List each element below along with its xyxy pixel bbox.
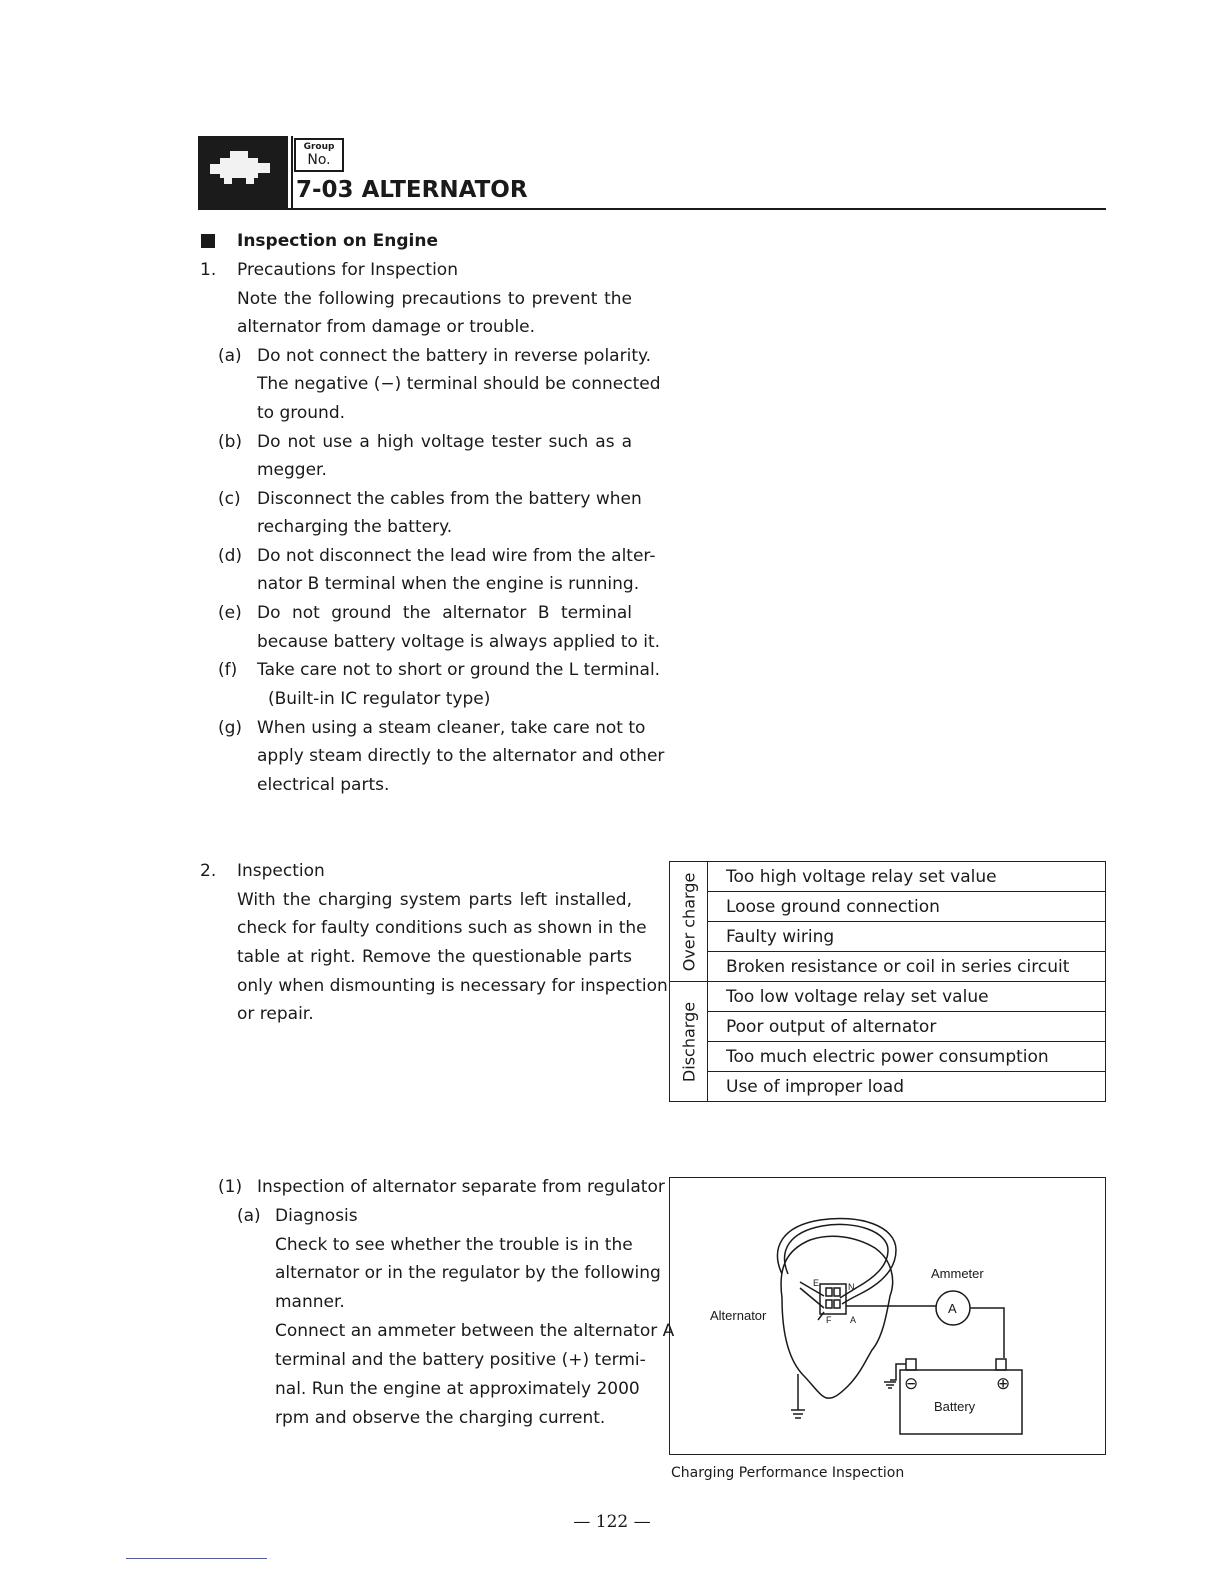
group-cell: [670, 862, 708, 982]
cause-cell: Too low voltage relay set value: [708, 982, 1106, 1012]
ammeter-label: Ammeter: [931, 1266, 984, 1281]
precaution-text: to ground.: [257, 403, 346, 423]
table-row: [670, 982, 1106, 1012]
table-row: [670, 952, 1106, 982]
sub1-text: terminal and the battery positive (+) termi-: [275, 1350, 646, 1370]
cause-table: [669, 861, 1106, 1102]
precaution-label: (f): [218, 660, 238, 680]
alternator-outline: [781, 1236, 893, 1398]
cause-cell: Use of improper load: [708, 1072, 1106, 1102]
sub1-text: Check to see whether the trouble is in the: [275, 1235, 633, 1255]
item2-text: check for faulty conditions such as shown in the: [237, 918, 647, 938]
square-bullet-icon: [201, 234, 215, 248]
group-label: Group: [303, 142, 335, 152]
terminal-a-label: A: [850, 1315, 857, 1325]
precaution-text: (Built-in IC regulator type): [268, 689, 491, 709]
wire-ammeter-to-battery: [970, 1308, 1004, 1358]
table-row: [670, 862, 1106, 892]
battery-minus-icon: ⊖: [904, 1374, 919, 1393]
item2-number: 2.: [200, 861, 217, 881]
charging-circuit-diagram: [670, 1178, 1107, 1456]
group-number-box: [294, 138, 344, 172]
group-cell: [670, 982, 708, 1102]
precaution-text: megger.: [257, 460, 327, 480]
sub1-text: Connect an ammeter between the alternator A: [275, 1321, 675, 1341]
footer-rule: [126, 1558, 267, 1559]
precaution-text: The negative (−) terminal should be connected: [257, 374, 661, 394]
item1-intro: alternator from damage or trouble.: [237, 317, 536, 337]
precaution-text: nator B terminal when the engine is running.: [257, 574, 640, 594]
item2-text: table at right. Remove the questionable parts: [237, 947, 632, 967]
terminal-block: [820, 1284, 846, 1314]
precaution-text: Disconnect the cables from the battery when: [257, 489, 642, 509]
sub1-text: manner.: [275, 1292, 345, 1312]
precaution-text: Take care not to short or ground the L terminal.: [257, 660, 661, 680]
header-rule: [198, 208, 1106, 210]
precaution-text: because battery voltage is always applied to it.: [257, 632, 661, 652]
no-label: No.: [307, 152, 331, 168]
group-label-discharge: Discharge: [679, 1001, 698, 1082]
battery-plus-icon: ⊕: [996, 1374, 1011, 1393]
table-row: [670, 922, 1106, 952]
precaution-label: (e): [218, 603, 242, 623]
page-number: — 122 —: [573, 1512, 651, 1532]
item1-intro: Note the following precautions to prevent the: [237, 289, 632, 309]
sub1-title: Inspection of alternator separate from regulator: [257, 1177, 665, 1197]
precaution-text: apply steam directly to the alternator and other: [257, 746, 665, 766]
sub1-a-label: (a): [237, 1206, 261, 1226]
precaution-text: Do not ground the alternator B terminal: [257, 603, 632, 623]
item2-text: only when dismounting is necessary for inspection: [237, 976, 668, 996]
precaution-text: recharging the battery.: [257, 517, 453, 537]
terminal-f-label: F: [826, 1315, 832, 1325]
figure-frame: [669, 1177, 1106, 1455]
precaution-text: Do not connect the battery in reverse polarity.: [257, 346, 652, 366]
precaution-label: (a): [218, 346, 242, 366]
lead-wire-loop: [778, 1218, 896, 1304]
figure-caption: Charging Performance Inspection: [671, 1465, 905, 1481]
item2-text: or repair.: [237, 1004, 314, 1024]
terminal-e-label: E: [813, 1278, 820, 1288]
precaution-text: electrical parts.: [257, 775, 390, 795]
cause-cell: Loose ground connection: [708, 892, 1106, 922]
item2-title: Inspection: [237, 861, 325, 881]
page-title: 7-03 ALTERNATOR: [296, 177, 528, 203]
table-row: [670, 892, 1106, 922]
ammeter-symbol: A: [948, 1301, 957, 1316]
precaution-label: (b): [218, 432, 243, 452]
precaution-text: When using a steam cleaner, take care not to: [257, 718, 646, 738]
table-row: [670, 1012, 1106, 1042]
terminal-n-label: N: [848, 1282, 855, 1292]
alternator-label: Alternator: [710, 1308, 767, 1323]
battery-label: Battery: [934, 1399, 976, 1414]
item1-title: Precautions for Inspection: [237, 260, 458, 280]
sub1-a-title: Diagnosis: [275, 1206, 358, 1226]
sub1-text: alternator or in the regulator by the following: [275, 1263, 661, 1283]
precaution-text: Do not use a high voltage tester such as a: [257, 432, 632, 452]
cause-cell: Faulty wiring: [708, 922, 1106, 952]
item1-number: 1.: [200, 260, 217, 280]
precaution-text: Do not disconnect the lead wire from the alter-: [257, 546, 656, 566]
sub1-text: rpm and observe the charging current.: [275, 1408, 606, 1428]
precaution-label: (d): [218, 546, 243, 566]
item2-text: With the charging system parts left installed,: [237, 890, 632, 910]
section-heading: Inspection on Engine: [237, 231, 439, 251]
cause-cell: Too high voltage relay set value: [708, 862, 1106, 892]
sub1-text: nal. Run the engine at approximately 2000: [275, 1379, 640, 1399]
sub1-label: (1): [218, 1177, 243, 1197]
header-divider: [291, 136, 293, 208]
cause-cell: Poor output of alternator: [708, 1012, 1106, 1042]
group-icon-box: [198, 136, 288, 208]
group-label-overcharge: Over charge: [679, 872, 698, 971]
cause-cell: Broken resistance or coil in series circuit: [708, 952, 1106, 982]
precaution-label: (c): [218, 489, 241, 509]
cause-cell: Too much electric power consumption: [708, 1042, 1106, 1072]
precaution-label: (g): [218, 718, 243, 738]
engine-icon: [198, 136, 288, 208]
table-row: [670, 1072, 1106, 1102]
table-row: [670, 1042, 1106, 1072]
